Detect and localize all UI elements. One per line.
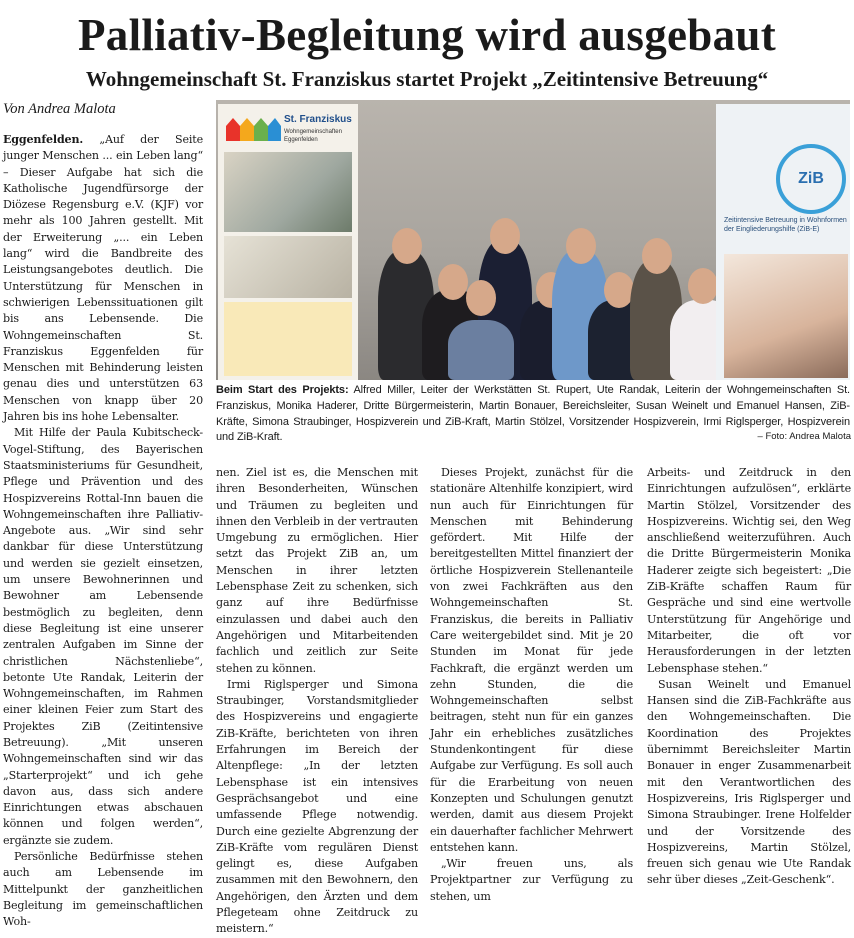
paragraph: Dieses Projekt, zunächst für die stationäre Altenhilfe konzipiert, wird nun auch für Einrichtungen für Menschen mit Behinderung gefördert. Mit Hilfe der bereitgestellten Mittel finanziert der örtliche Hospizverein Stellenanteile von zwei Fachkräften aus den Wohngemeinschaften St. Franziskus, die bereits in Palliativ Care weitergebildet sind. Mit je 20 Stunden im Monat für jede Fachkraft, die ergänzt werden um zehn Stunden, die die Wohngemeinschaften selbst beitragen, steht nun für ein ganzes Jahr ein erhebliches zusätzliches Stundenkontingent für diese Aufgabe zur Verfügung. Es soll auch für die Erarbeitung von neuen Konzepten und Schulungen genutzt werden, damit aus diesem Projekt ein dauerhafter fachlicher Mehrwert entstehen kann. bbox=[430, 466, 633, 854]
article-byline: Von Andrea Malota bbox=[3, 101, 116, 117]
photo-caption bbox=[216, 383, 850, 446]
article-column-4 bbox=[647, 465, 851, 885]
banner-left-subtitle: Wohngemeinschaften Eggenfelden bbox=[284, 129, 342, 143]
photo-credit: – Foto: Andrea Malota bbox=[757, 431, 851, 442]
article-column-1 bbox=[3, 132, 203, 929]
zib-banner bbox=[716, 104, 850, 380]
caption-text: Alfred Miller, Leiter der Werkstätten St. Rupert, Ute Randak, Leiterin der Wohngemeinschaften St. Franziskus, Monika Haderer, Dritte Bürgermeisterin, Martin Bonauer, Bereichsleiter, Susan Weinelt und Emanuel Hansen, ZiB-Kräfte, Simona Straubinger, Hospizverein und ZiB-Kraft, Martin Stölzel, Vorsitzender Hospizverein, Irmi Riglsperger, Hospizverein und ZiB-Kraft. bbox=[216, 384, 850, 444]
article-column-2 bbox=[216, 465, 418, 936]
houses-logo-icon bbox=[224, 112, 282, 142]
article-column-3 bbox=[430, 465, 633, 903]
banner-left-title: St. Franziskus bbox=[284, 114, 352, 125]
banner-info-box bbox=[224, 302, 352, 376]
group-photo bbox=[216, 100, 850, 380]
paragraph: Mit Hilfe der Paula Kubitscheck-Vogel-Stiftung, des Bayerischen Staatsministeriums für Gesundheit, Pflege und Prävention und des Hospizvereins Rottal-Inn bauen die Wohngemeinschaften ihre Palliativ-Angebote aus. „Wir sind sehr dankbar für diese Unterstützung und werden sie gezielt einsetzen, um unsere Bewohnerinnen und Bewohner am Lebensende bestmöglich zu begleiten, denn diese Begleitung ist eine unserer zentralen Aufgaben im Sinne der christlichen Nächstenliebe“, betonte Ute Randak, Leiterin der Wohngemeinschaften, im Rahmen einer kleinen Feier zum Start des Projektes ZiB (Zeitintensive Betreuung). „Mit unseren Wohngemeinschaften sind wir das „Starterprojekt“ und ich gehe davon aus, dass sich andere Einrichtungen etwas abschauen können und folgen werden“, ergänzte sie zudem. bbox=[3, 426, 203, 847]
zib-logo-icon: ZiB bbox=[776, 144, 846, 214]
article-subheadline: Wohngemeinschaft St. Franziskus startet Projekt „Zeitintensive Betreuung“ bbox=[85, 67, 769, 91]
building-image bbox=[224, 152, 352, 232]
paragraph-text: „Auf der Seite junger Menschen ... ein Leben lang“ – Dieser Aufgabe hat sich die Katholische Jugendfürsorge der Diözese Regensburg e.V. (KJF) vor mehr als 100 Jahren gestellt. Mit der Erweiterung „... ein Leben lang“ wird die Bandbreite des Leistungsangebotes deutlich. Die Unterstützung für Menschen in schwierigen Lebenssituationen gilt bis ans Lebensende. Die Wohngemeinschaften St. Franziskus Eggenfelden für Menschen mit Behinderung leisten genau dies und unterstützen 63 Menschen von knapp über 20 Jahren bis ins hohe Lebensalter. bbox=[3, 133, 203, 424]
paragraph bbox=[3, 132, 203, 425]
zib-banner-image bbox=[724, 254, 848, 378]
building-image-2 bbox=[224, 236, 352, 298]
paragraph: Persönliche Bedürfnisse stehen auch am Lebensende im Mittelpunkt der ganzheitlichen Begleitung im gemeinschaftlichen Woh- bbox=[3, 850, 203, 929]
paragraph: Irmi Riglsperger und Simona Straubinger, Vorstandsmitglieder des Hospizvereins und engagierte ZiB-Kräfte, berichteten von ihren Erfahrungen im Bereich der Altenpflege: „In der letzten Lebensphase ist ein intensives Gesprächsangebot und eine umfassende Pflege notwendig. Durch eine gezielte Abgrenzung der ZiB-Kräfte vom regulären Dienst gelingt es, diese Aufgaben zusammen mit den Bewohnern, den Angehörigen, den Ärzten und dem Pflegeteam ohne Zeitdruck zu meistern.“ bbox=[216, 677, 418, 936]
paragraph: Arbeits- und Zeitdruck in den Einrichtungen aufzulösen“, erklärte Martin Stölzel, Vorsitzender des Hospizvereins. Wichtig sei, den Weg anschließend weiterzuführen. Auch die Dritte Bürgermeisterin Monika Haderer zeigte sich begeistert: „Die ZiB-Kräfte schaffen Raum für Gespräche und sind eine wertvolle Unterstützung für Angehörige und Mitarbeiter, die oft vor Herausforderungen in der letzten Lebensphase stehen.“ bbox=[647, 466, 851, 675]
paragraph: „Wir freuen uns, als Projektpartner zur Verfügung zu stehen, um bbox=[430, 857, 633, 903]
article-headline: Palliativ-Begleitung wird ausgebaut bbox=[77, 10, 777, 60]
paragraph: Susan Weinelt und Emanuel Hansen sind die ZiB-Fachkräfte aus den Wohngemeinschaften. Die Koordination des Projektes übernimmt Bereichsleiter Martin Bonauer in enger Zusammenarbeit mit den Verantwortlichen des Hospizvereins, Iris Riglsperger und Simona Straubinger. Irene Holfelder und der Vorsitzende des Hospizvereins, Martin Stölzel, freuen sich genau wie Ute Randak sehr über dieses „Zeit-Geschenk“. bbox=[647, 677, 851, 887]
caption-lead: Beim Start des Projekts: bbox=[216, 384, 349, 396]
dateline: Eggenfelden. bbox=[3, 133, 84, 146]
zib-banner-text: Zeitintensive Betreuung in Wohnformen der Eingliederungshilfe (ZiB-E) bbox=[724, 217, 847, 233]
st-franziskus-banner bbox=[218, 104, 358, 380]
paragraph: nen. Ziel ist es, die Menschen mit ihren Besonderheiten, Wünschen und Träumen zu begleiten und ihnen den Verbleib in der vertrauten Umgebung zu ermöglichen. Hier setzt das Projekt ZiB an, um Menschen in ihrer letzten Lebensphase Zeit zu schenken, sich ganz auf ihre Bedürfnisse einzulassen und dabei auch den Angehörigen und Mitarbeitenden fachlich und zeitlich zur Seite stehen zu können. bbox=[216, 466, 418, 675]
